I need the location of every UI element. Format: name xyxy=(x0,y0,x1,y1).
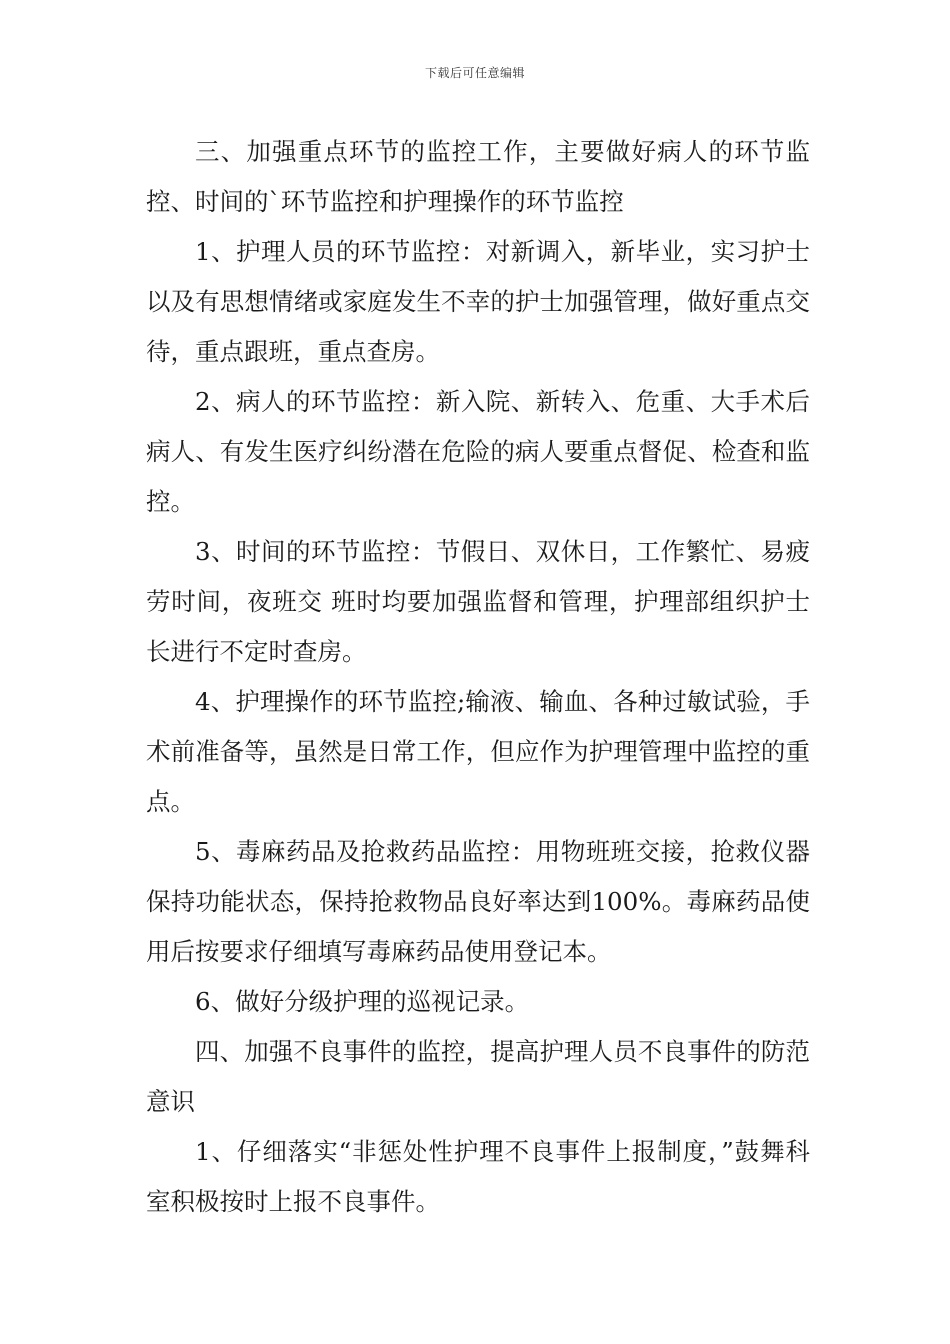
paragraph-staff-monitoring: 1、护理人员的环节监控：对新调入，新毕业，实习护士以及有思想情绪或家庭发生不幸的护士加强管理，做好重点交待，重点跟班，重点查房。 xyxy=(146,237,810,366)
paragraph-operation-monitoring: 4、护理操作的环节监控;输液、输血、各种过敏试验，手术前准备等，虽然是日常工作，但应作为护理管理中监控的重点。 xyxy=(146,687,810,816)
paragraph-rounds-record: 6、做好分级护理的巡视记录。 xyxy=(195,987,530,1016)
paragraph-adverse-event-reporting: 1、仔细落实“非惩处性护理不良事件上报制度，”鼓舞科室积极按时上报不良事件。 xyxy=(146,1137,810,1216)
document-body xyxy=(146,127,810,1227)
paragraph-patient-monitoring: 2、病人的环节监控：新入院、新转入、危重、大手术后病人、有发生医疗纠纷潜在危险的病人要重点督促、检查和监控。 xyxy=(146,387,810,516)
paragraph-drug-monitoring: 5、毒麻药品及抢救药品监控：用物班班交接，抢救仪器保持功能状态，保持抢救物品良好率达到100%。毒麻药品使用后按要求仔细填写毒麻药品使用登记本。 xyxy=(146,837,810,966)
section-heading-4: 四、加强不良事件的监控，提高护理人员不良事件的防范意识 xyxy=(146,1037,810,1116)
section-heading-3: 三、加强重点环节的监控工作，主要做好病人的环节监控、时间的`环节监控和护理操作的环节监控 xyxy=(146,137,810,216)
paragraph-time-monitoring: 3、时间的环节监控：节假日、双休日，工作繁忙、易疲劳时间，夜班交 班时均要加强监督和管理，护理部组织护士长进行不定时查房。 xyxy=(146,537,810,666)
page-header: 下载后可任意编辑 xyxy=(424,66,525,80)
